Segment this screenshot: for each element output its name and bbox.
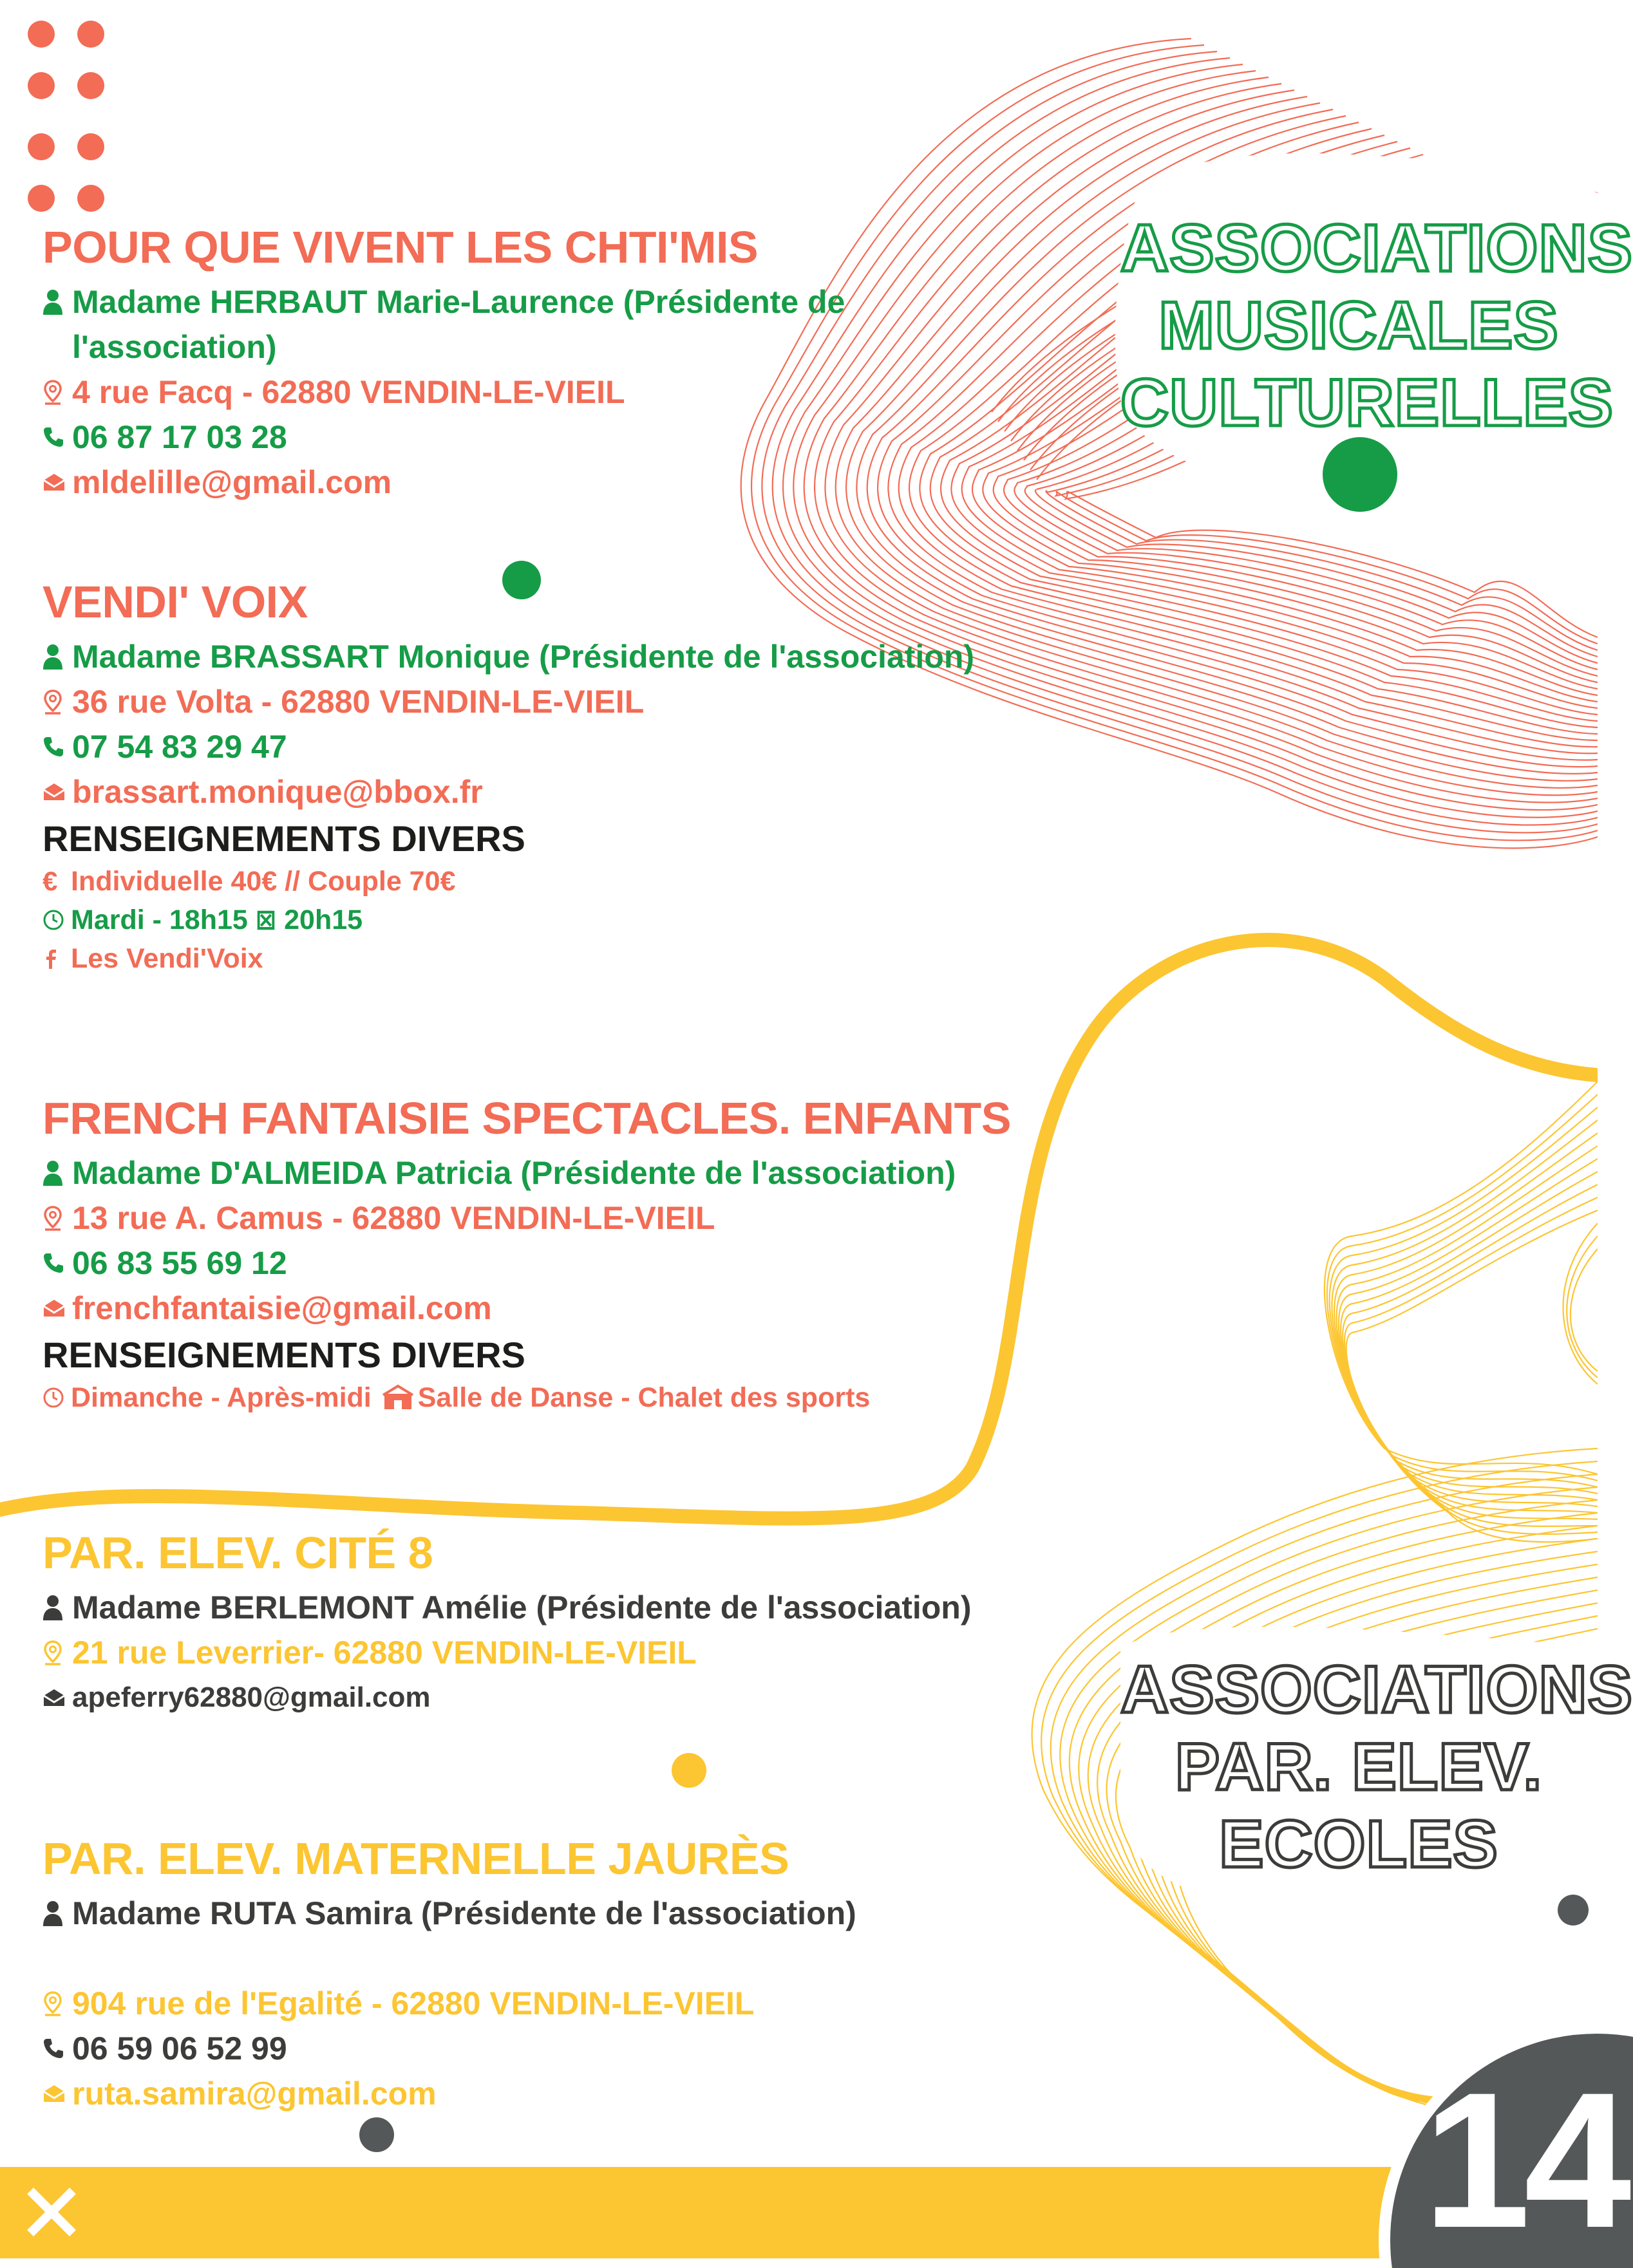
email-line bbox=[42, 1286, 1047, 1331]
dance-hall-icon bbox=[382, 1385, 418, 1410]
association-name: PAR. ELEV. MATERNELLE JAURÈS bbox=[42, 1833, 789, 1884]
facebook-link[interactable]: Les Vendi'Voix bbox=[71, 943, 263, 974]
contact-text: Madame RUTA Samira (Présidente de l'association) bbox=[72, 1895, 856, 1931]
association-name: VENDI' VOIX bbox=[42, 577, 308, 627]
envelope-icon bbox=[42, 1286, 72, 1331]
envelope-icon bbox=[42, 1675, 72, 1720]
email-link[interactable]: mldelille@gmail.com bbox=[72, 464, 392, 500]
phone-link[interactable]: 06 87 17 03 28 bbox=[72, 419, 287, 455]
location-pin-icon bbox=[42, 1195, 72, 1241]
email-link[interactable]: ruta.samira@gmail.com bbox=[72, 2076, 437, 2112]
contact-line bbox=[42, 279, 1047, 370]
close-icon[interactable] bbox=[26, 2186, 77, 2238]
phone-line bbox=[42, 2026, 1047, 2071]
phone-link[interactable]: 07 54 83 29 47 bbox=[72, 729, 287, 765]
footer-bar bbox=[0, 2167, 1598, 2258]
phone-icon bbox=[42, 1241, 72, 1286]
phone-icon bbox=[42, 724, 72, 769]
email-line bbox=[42, 2071, 1047, 2116]
phone-link[interactable]: 06 83 55 69 12 bbox=[72, 1245, 287, 1281]
green-dot-large bbox=[1323, 437, 1397, 512]
address-text: 21 rue Leverrier- 62880 VENDIN-LE-VIEIL bbox=[72, 1635, 697, 1671]
contact-text: Madame BERLEMONT Amélie (Présidente de l'association) bbox=[72, 1589, 972, 1626]
heading-line-2: MUSICALES bbox=[1158, 288, 1559, 363]
schedule-text: Dimanche - Après-midi bbox=[71, 1382, 372, 1413]
email-link[interactable]: frenchfantaisie@gmail.com bbox=[72, 1290, 492, 1326]
heading-line-1: ASSOCIATIONS bbox=[1120, 211, 1633, 286]
location-pin-icon bbox=[42, 1630, 72, 1675]
facebook-line bbox=[42, 939, 1047, 978]
person-icon bbox=[42, 279, 72, 324]
schedule-line bbox=[42, 901, 1047, 939]
address-text: 4 rue Facq - 62880 VENDIN-LE-VIEIL bbox=[72, 374, 625, 410]
address-text: 36 rue Volta - 62880 VENDIN-LE-VIEIL bbox=[72, 684, 645, 720]
place-text: Salle de Danse - Chalet des sports bbox=[417, 1382, 871, 1413]
schedule-place-line bbox=[42, 1378, 1047, 1417]
association-french-fantaisie bbox=[42, 1091, 1047, 1417]
yellow-dot bbox=[672, 1753, 706, 1788]
email-line bbox=[42, 1675, 1047, 1720]
contact-line bbox=[42, 634, 1047, 679]
address-line bbox=[42, 1195, 1047, 1241]
facebook-icon bbox=[42, 947, 71, 970]
association-maternelle-jaures bbox=[42, 1832, 1047, 2116]
info-heading: RENSEIGNEMENTS DIVERS bbox=[42, 818, 525, 859]
address-line bbox=[42, 370, 1047, 415]
email-link[interactable]: apeferry62880@gmail.com bbox=[72, 1682, 431, 1713]
yellow-wave-ribbon bbox=[1032, 1082, 1633, 2124]
heading-line-2: PAR. ELEV. bbox=[1175, 1730, 1543, 1804]
schedule-text: Mardi - 18h15 ⊠ 20h15 bbox=[71, 904, 363, 935]
address-text: 904 rue de l'Egalité - 62880 VENDIN-LE-VIEIL bbox=[72, 1985, 755, 2021]
person-icon bbox=[42, 1585, 72, 1630]
association-name: PAR. ELEV. CITÉ 8 bbox=[42, 1528, 433, 1578]
contact-text: Madame D'ALMEIDA Patricia (Présidente de l'association) bbox=[72, 1155, 956, 1191]
dot-grid bbox=[28, 21, 104, 212]
person-icon bbox=[42, 1891, 72, 1936]
heading-line-3: CULTURELLES bbox=[1120, 366, 1614, 440]
email-line bbox=[42, 460, 1047, 505]
email-line bbox=[42, 769, 1047, 814]
grey-dot-bottom bbox=[359, 2117, 394, 2152]
heading-line-3: ECOLES bbox=[1219, 1807, 1498, 1882]
price-line bbox=[42, 862, 1047, 901]
location-pin-icon bbox=[42, 370, 72, 415]
contact-line bbox=[42, 1891, 1047, 1936]
envelope-icon bbox=[42, 2071, 72, 2116]
grey-dot-right bbox=[1558, 1895, 1589, 1926]
heading-line-1: ASSOCIATIONS bbox=[1120, 1653, 1633, 1727]
phone-line bbox=[42, 724, 1047, 769]
email-link[interactable]: brassart.monique@bbox.fr bbox=[72, 774, 483, 810]
envelope-icon bbox=[42, 769, 72, 814]
location-pin-icon bbox=[42, 1981, 72, 2026]
price-text: Individuelle 40€ // Couple 70€ bbox=[71, 866, 456, 897]
address-line bbox=[42, 1981, 1047, 2026]
association-vendi-voix bbox=[42, 575, 1047, 978]
envelope-icon bbox=[42, 460, 72, 505]
person-icon bbox=[42, 1150, 72, 1195]
phone-icon bbox=[42, 2026, 72, 2071]
clock-icon bbox=[42, 909, 71, 931]
clock-icon bbox=[42, 1387, 71, 1409]
association-name: POUR QUE VIVENT LES CHTI'MIS bbox=[42, 222, 759, 272]
phone-icon bbox=[42, 415, 72, 460]
contact-text: Madame HERBAUT Marie-Laurence (Présidente de l'association) bbox=[72, 284, 845, 365]
person-icon bbox=[42, 634, 72, 679]
phone-line bbox=[42, 415, 1047, 460]
info-heading: RENSEIGNEMENTS DIVERS bbox=[42, 1335, 525, 1375]
phone-line bbox=[42, 1241, 1047, 1286]
address-line bbox=[42, 679, 1047, 724]
location-pin-icon bbox=[42, 679, 72, 724]
association-chtimis bbox=[42, 220, 1047, 505]
association-cite-8 bbox=[42, 1526, 1047, 1720]
contact-line bbox=[42, 1150, 1047, 1195]
heading-par-elev bbox=[1120, 1651, 1633, 1883]
page-number: 14 bbox=[1423, 2052, 1625, 2268]
euro-icon: € bbox=[42, 866, 58, 896]
contact-line bbox=[42, 1585, 1047, 1630]
association-name: FRENCH FANTAISIE SPECTACLES. ENFANTS bbox=[42, 1093, 1011, 1143]
contact-text: Madame BRASSART Monique (Présidente de l'association) bbox=[72, 639, 975, 675]
phone-link[interactable]: 06 59 06 52 99 bbox=[72, 2030, 287, 2067]
address-text: 13 rue A. Camus - 62880 VENDIN-LE-VIEIL bbox=[72, 1200, 715, 1236]
heading-musicales bbox=[1120, 210, 1633, 442]
address-line bbox=[42, 1630, 1047, 1675]
